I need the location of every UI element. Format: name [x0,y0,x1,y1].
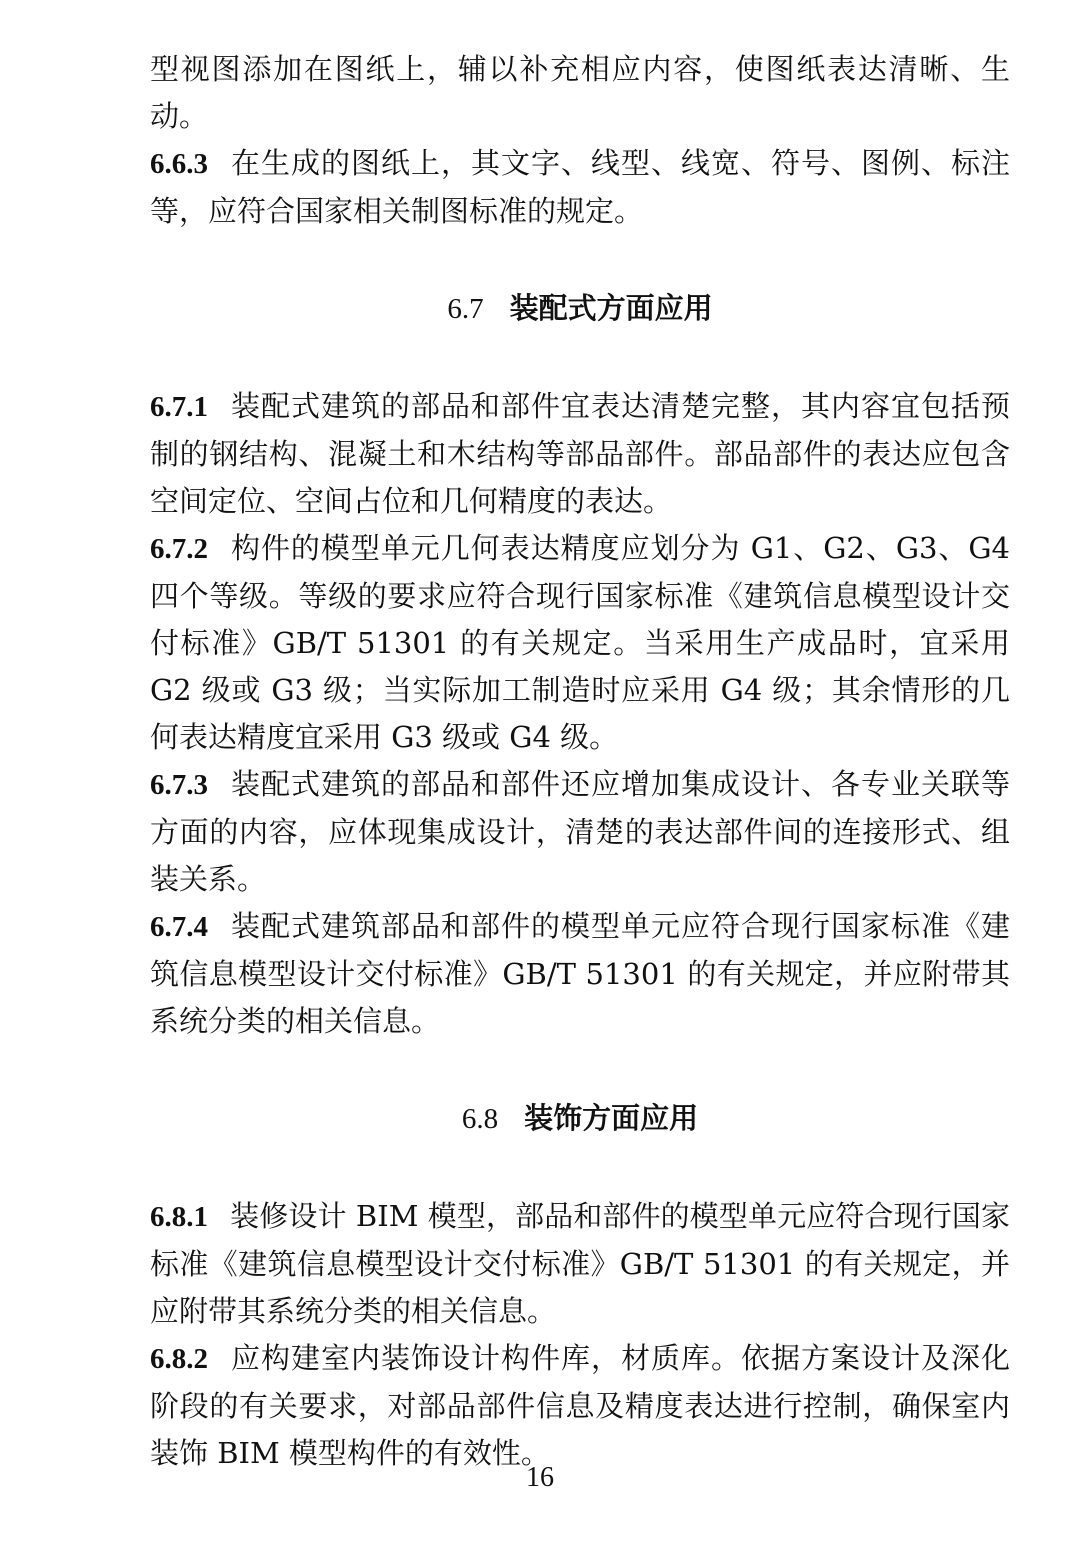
section-number: 6.7 [447,293,484,325]
continuation-paragraph: 型视图添加在图纸上，辅以补充相应内容，使图纸表达清晰、生动。 [150,52,1010,133]
clause-number: 6.8.1 [150,1201,208,1233]
clause-number: 6.6.3 [150,148,208,180]
clause-text: 装修设计 BIM 模型，部品和部件的模型单元应符合现行国家标准《建筑信息模型设计交付标准》GB/T 51301 的有关规定，并应附带其系统分类的相关信息。 [150,1199,1010,1328]
document-page [150,46,1010,1477]
clause-6-7-4 [150,903,1010,1045]
section-title-text: 装配式方面应用 [509,291,713,325]
clause-number: 6.7.1 [150,391,208,423]
section-number: 6.8 [461,1103,499,1135]
clause-6-8-1 [150,1193,1010,1335]
page-number: 16 [526,1462,554,1493]
clause-text: 装配式建筑的部品和部件还应增加集成设计、各专业关联等方面的内容，应体现集成设计，清楚的表达部件间的连接形式、组装关系。 [150,767,1010,896]
clause-6-8-2 [150,1335,1010,1477]
clause-6-6-3 [150,140,1010,235]
clause-number: 6.7.4 [150,911,208,943]
section-heading-6-7 [150,285,1010,333]
clause-6-7-3 [150,761,1010,903]
clause-6-7-2 [150,525,1010,761]
clause-text: 在生成的图纸上，其文字、线型、线宽、符号、图例、标注等，应符合国家相关制图标准的规定。 [150,146,1010,228]
clause-number: 6.7.3 [150,769,208,801]
clause-number: 6.7.2 [150,533,208,565]
clause-text: 装配式建筑的部品和部件宜表达清楚完整，其内容宜包括预制的钢结构、混凝土和木结构等部品部件。部品部件的表达应包含空间定位、空间占位和几何精度的表达。 [150,389,1010,518]
clause-text: 构件的模型单元几何表达精度应划分为 G1、G2、G3、G4 四个等级。等级的要求应符合现行国家标准《建筑信息模型设计交付标准》GB/T 51301 的有关规定。当采用生产成品时，宜采用 G2 级或 G3 级；当实际加工制造时应采用 G4 级；其余情形的几何表达精度宜采用 G3 级或 G4 级。 [150,531,1010,754]
section-heading-6-8 [150,1095,1010,1143]
section-title-text: 装饰方面应用 [524,1101,699,1135]
clause-number: 6.8.2 [150,1343,208,1375]
clause-text: 应构建室内装饰设计构件库，材质库。依据方案设计及深化阶段的有关要求，对部品部件信息及精度表达进行控制，确保室内装饰 BIM 模型构件的有效性。 [150,1341,1010,1470]
clause-text: 装配式建筑部品和部件的模型单元应符合现行国家标准《建筑信息模型设计交付标准》GB/T 51301 的有关规定，并应附带其系统分类的相关信息。 [150,909,1010,1038]
clause-6-7-1 [150,383,1010,525]
